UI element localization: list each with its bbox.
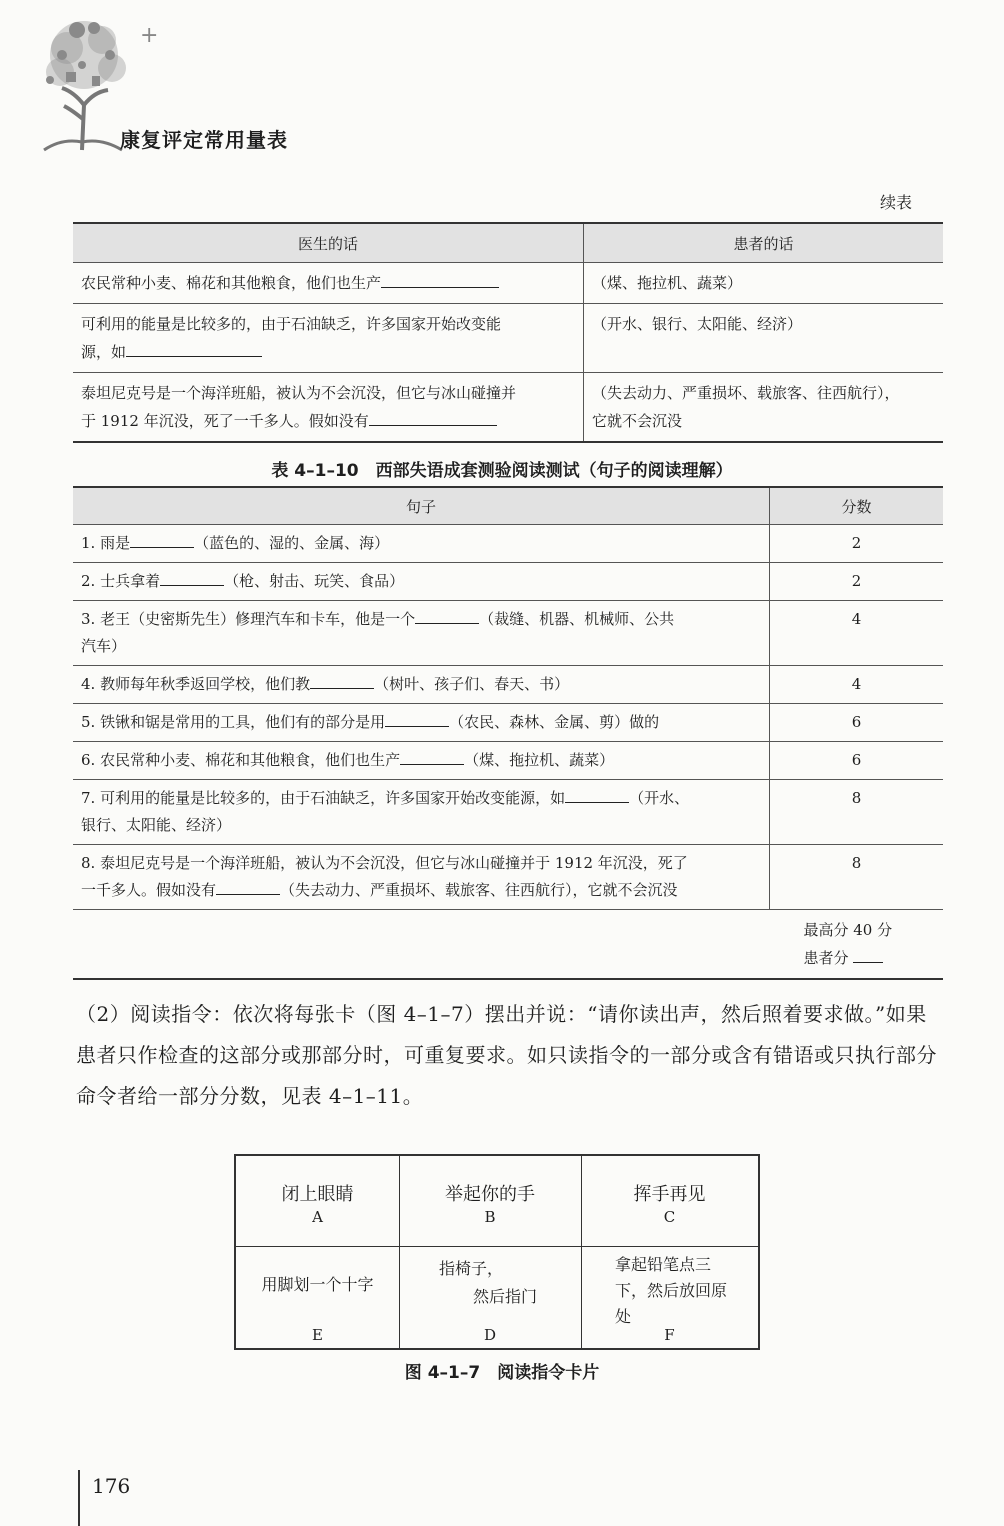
- sentence-options: （开水、: [629, 789, 690, 807]
- table2-title: 表 4–1–10 西部失语成套测验阅读测试（句子的阅读理解）: [271, 461, 733, 481]
- figure-caption: 图 4–1–7 阅读指令卡片: [404, 1363, 600, 1383]
- page-number: 176: [78, 1470, 130, 1526]
- blank-line: [381, 271, 499, 288]
- card-b: [399, 1156, 581, 1246]
- blank-line: [853, 946, 883, 963]
- blank-line: [310, 672, 374, 689]
- patient-text: （煤、拖拉机、蔬菜）: [592, 274, 743, 292]
- score-value: 8: [851, 854, 862, 872]
- col-header-patient: 患者的话: [584, 223, 944, 263]
- blank-line: [385, 710, 449, 727]
- sentence-options: （失去动力、严重损坏、载旅客、往西航行），它就不会沉没: [280, 881, 678, 899]
- reading-test-table: [73, 486, 943, 980]
- card-text: 闭上眼睛: [281, 1184, 354, 1205]
- table-row: [73, 304, 943, 373]
- doctor-text: 农民常种小麦、棉花和其他粮食，他们也生产: [81, 274, 382, 292]
- blank-line: [126, 340, 262, 357]
- patient-score-label: 患者分: [803, 949, 849, 967]
- sentence-options: （煤、拖拉机、蔬菜）: [464, 751, 615, 769]
- card-label: F: [664, 1326, 675, 1344]
- table-row: [73, 780, 943, 845]
- card-c: [581, 1156, 758, 1246]
- score-value: 6: [851, 713, 862, 731]
- card-text: 然后指门: [473, 1287, 538, 1306]
- card-label: C: [663, 1208, 676, 1226]
- card-label: E: [312, 1326, 323, 1344]
- card-label: B: [484, 1208, 496, 1226]
- card-a: [236, 1156, 399, 1246]
- card-text: 挥手再见: [633, 1184, 706, 1205]
- patient-text: 它就不会沉没: [592, 412, 683, 430]
- patient-text: （开水、银行、太阳能、经济）: [592, 315, 803, 333]
- sentence-text: 8. 泰坦尼克号是一个海洋班船，被认为不会沉没，但它与冰山碰撞并于 1912 年沉没，死了: [81, 854, 688, 872]
- score-value: 4: [851, 610, 862, 628]
- svg-text:+: +: [140, 23, 159, 48]
- blank-line: [130, 531, 194, 548]
- table-row: [73, 263, 943, 304]
- card-f: [581, 1246, 758, 1348]
- continued-label: 续表: [880, 193, 913, 212]
- table-row: [73, 666, 943, 704]
- doctor-text: 泰坦尼克号是一个海洋班船，被认为不会沉没，但它与冰山碰撞并: [81, 384, 517, 402]
- body-paragraph: （2）阅读指令：依次将每张卡（图 4–1–7）摆出并说：“请你读出声，然后照着要求做。”如果患者只作检查的这部分或那部分时，可重复要求。如只读指令的一部分或含有错语或只执行部分命令者给一部分分数，见表 4–1–11。: [76, 1002, 937, 1108]
- doctor-text: 可利用的能量是比较多的，由于石油缺乏，许多国家开始改变能: [81, 315, 502, 333]
- sentence-text: 7. 可利用的能量是比较多的，由于石油缺乏，许多国家开始改变能源，如: [81, 789, 566, 807]
- score-value: 6: [851, 751, 862, 769]
- card-text: 下，然后放回原: [615, 1281, 728, 1300]
- doctor-text: 源，如: [81, 343, 127, 361]
- book-title: 康复评定常用量表: [120, 128, 288, 152]
- sentence-text: 2. 士兵拿着: [81, 572, 161, 590]
- card-text: 指椅子，: [439, 1259, 504, 1278]
- sentence-text: 1. 雨是: [81, 534, 131, 552]
- col-header-doctor: 医生的话: [73, 223, 584, 263]
- max-score: 最高分 40 分: [803, 921, 893, 939]
- sentence-options: （枪、射击、玩笑、食品）: [224, 572, 405, 590]
- table-row: [73, 601, 943, 666]
- sentence-text: 4. 教师每年秋季返回学校，他们教: [81, 675, 311, 693]
- blank-line: [415, 607, 479, 624]
- sentence-text: 3. 老王（史密斯先生）修理汽车和卡车，他是一个: [81, 610, 416, 628]
- sentence-options: （蓝色的、湿的、金属、海）: [194, 534, 390, 552]
- blank-line: [160, 569, 224, 586]
- table-row: [73, 525, 943, 563]
- card-e: [236, 1246, 399, 1348]
- table-row: [73, 373, 943, 443]
- sentence-options: （农民、森林、金属、剪）做的: [449, 713, 660, 731]
- col-header-sentence: 句子: [73, 487, 770, 525]
- col-header-score: 分数: [770, 487, 944, 525]
- table-row: [73, 563, 943, 601]
- card-label: D: [483, 1326, 497, 1344]
- score-summary-row: [73, 910, 943, 980]
- sentence-text: 一千多人。假如没有: [81, 881, 217, 899]
- sentence-text: 5. 铁锹和锯是常用的工具，他们有的部分是用: [81, 713, 386, 731]
- table-row: [73, 845, 943, 910]
- table-row: [73, 704, 943, 742]
- doctor-patient-table: [73, 222, 943, 443]
- sentence-options: （树叶、孩子们、春天、书）: [374, 675, 570, 693]
- blank-line: [565, 786, 629, 803]
- score-value: 8: [851, 789, 862, 807]
- patient-text: （失去动力、严重损坏、载旅客、往西航行），: [592, 384, 900, 402]
- score-value: 4: [851, 675, 862, 693]
- instruction-cards-figure: [234, 1154, 760, 1350]
- card-text: 拿起铅笔点三: [615, 1255, 712, 1274]
- sentence-options: （裁缝、机器、机械师、公共: [479, 610, 675, 628]
- score-value: 2: [851, 534, 862, 552]
- card-d: [399, 1246, 581, 1348]
- score-value: 2: [851, 572, 862, 590]
- sentence-options: 银行、太阳能、经济）: [81, 816, 232, 834]
- card-label: A: [312, 1208, 323, 1226]
- table-row: [73, 742, 943, 780]
- card-text: 举起你的手: [445, 1184, 535, 1205]
- card-text: 用脚划一个十字: [261, 1275, 374, 1294]
- blank-line: [369, 409, 497, 426]
- sentence-options: 汽车）: [81, 637, 127, 655]
- sentence-text: 6. 农民常种小麦、棉花和其他粮食，他们也生产: [81, 751, 401, 769]
- blank-line: [216, 878, 280, 895]
- blank-line: [400, 748, 464, 765]
- card-text: 处: [615, 1307, 632, 1326]
- doctor-text: 于 1912 年沉没，死了一千多人。假如没有: [81, 412, 369, 430]
